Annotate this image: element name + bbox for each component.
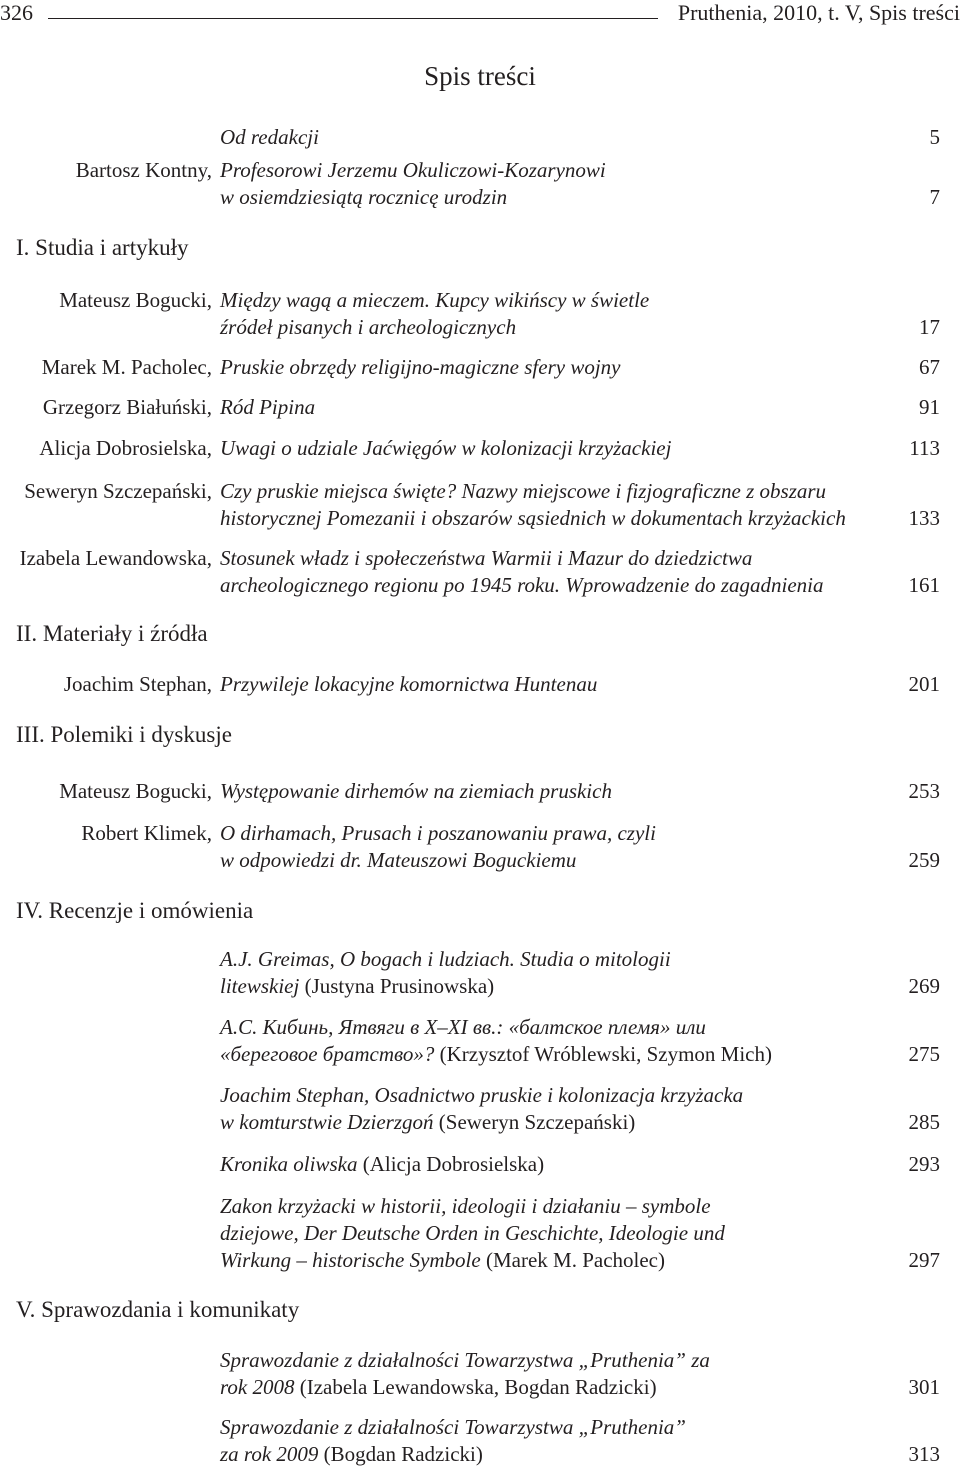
page-number: 326 [0,0,33,25]
entry-title-line: Ród Pipina [220,395,316,419]
page-reference[interactable]: 301 [908,1375,940,1399]
entry-title-italic: Wirkung – historische Symbole [220,1248,481,1272]
entry-title [220,478,885,532]
entry-title [220,1414,885,1468]
page-title: Spis treści [424,61,536,91]
section-heading: II. Materiały i źródła [16,621,208,646]
entry-title-line [220,1414,885,1441]
page-reference[interactable]: 91 [919,395,940,419]
entry-title [220,671,885,698]
entry-title-line [220,1193,885,1220]
entry-title-line [220,1109,885,1136]
entry-title [220,1014,885,1068]
entry-title [220,778,885,805]
entry-title-line: Czy pruskie miejsca święte? Nazwy miejscowe i fizjograficzne z obszaru [220,479,827,503]
page-reference[interactable]: 201 [908,672,940,696]
entry-title-line [220,1247,885,1274]
entry-title-italic: w komturstwie Dzierzgoń [220,1110,434,1134]
section-heading: V. Sprawozdania i komunikaty [16,1297,300,1322]
entry-title [220,1082,885,1136]
entry-title-line: Stosunek władz i społeczeństwa Warmii i Mazur do dziedzictwa [220,546,753,570]
header-rule [48,18,658,19]
entry-title [220,394,885,421]
entry-title-line [220,973,885,1000]
entry-title-italic: Sprawozdanie z działalności Towarzystwa „Pruthenia” [220,1415,686,1439]
entry-title-roman: (Justyna Prusinowska) [299,974,495,998]
entry-author: Robert Klimek, [81,821,212,845]
running-title: Pruthenia, 2010, t. V, Spis treści [677,0,960,25]
entry-author: Seweryn Szczepański, [24,479,212,503]
entry-title-line [220,1220,885,1247]
entry-author: Mateusz Bogucki, [59,779,212,803]
page-reference[interactable]: 113 [909,436,940,460]
entry-title-roman: (Seweryn Szczepański) [433,1110,636,1134]
entry-author: Mateusz Bogucki, [59,288,212,312]
entry-title [220,545,885,599]
section-heading: IV. Recenzje i omówienia [16,898,254,923]
entry-title-line: Profesorowi Jerzemu Okuliczowi-Kozarynowi [220,158,606,182]
entry-title-line: źródeł pisanych i archeologicznych [220,315,517,339]
entry-title-italic: Sprawozdanie z działalności Towarzystwa „Pruthenia” za [220,1348,710,1372]
entry-title [220,124,885,151]
entry-title-line [220,1014,885,1041]
entry-title [220,435,885,462]
entry-title-italic: za rok 2009 [220,1442,319,1466]
page-reference[interactable]: 275 [908,1042,940,1066]
entry-title-line [220,1347,885,1374]
page-reference[interactable]: 5 [929,125,940,149]
entry-title-roman: (Izabela Lewandowska, Bogdan Radzicki) [294,1375,657,1399]
entry-title [220,1193,885,1274]
entry-title-line: Uwagi o udziale Jaćwięgów w kolonizacji krzyżackiej [220,436,672,460]
page-reference[interactable]: 297 [908,1248,940,1272]
entry-title-italic: Kronika oliwska [220,1152,358,1176]
entry-title-line: archeologicznego regionu po 1945 roku. Wprowadzenie do zagadnienia [220,573,824,597]
entry-title-line: historycznej Pomezanii i obszarów sąsiednich w dokumentach krzyżackich [220,506,846,530]
entry-title-line: O dirhamach, Prusach i poszanowaniu prawa, czyli [220,821,656,845]
entry-title-roman: (Alicja Dobrosielska) [357,1152,545,1176]
entry-title-italic: rok 2008 [220,1375,295,1399]
section-heading: III. Polemiki i dyskusje [16,722,232,747]
page-reference[interactable]: 313 [908,1442,940,1466]
entry-title-line: Występowanie dirhemów na ziemiach pruskich [220,779,612,803]
entry-title [220,354,885,381]
entry-title-italic: litewskiej [220,974,300,998]
page-reference[interactable]: 17 [919,315,940,339]
entry-title-italic: А.С. Кибинь, Ятвяги в X–XI вв.: «балтское племя» или [220,1015,706,1039]
entry-author: Bartosz Kontny, [75,158,212,182]
entry-title-roman: (Krzysztof Wróblewski, Szymon Mich) [434,1042,772,1066]
entry-title-italic: Joachim Stephan, Osadnictwo pruskie i kolonizacja krzyżacka [220,1083,744,1107]
entry-title-line [220,946,885,973]
entry-title [220,946,885,1000]
entry-title-italic: A.J. Greimas, O bogach i ludziach. Studia o mitologii [220,947,671,971]
entry-title [220,1347,885,1401]
entry-title [220,157,885,211]
entry-title-italic: dziejowe, Der Deutsche Orden in Geschichte, Ideologie und [220,1221,725,1245]
entry-title-line [220,1374,885,1401]
entry-title-line: Od redakcji [220,125,319,149]
entry-title-line [220,1082,885,1109]
running-header [0,0,960,40]
entry-title-line [220,1151,885,1178]
entry-title-italic: «береговое братство»? [220,1042,435,1066]
entry-title-roman: (Bogdan Radzicki) [318,1442,483,1466]
entry-title-roman: (Marek M. Pacholec) [480,1248,665,1272]
page-reference[interactable]: 285 [908,1110,940,1134]
page-reference[interactable]: 161 [908,573,940,597]
entry-author: Grzegorz Białuński, [42,395,212,419]
entry-author: Joachim Stephan, [63,672,212,696]
entry-title-italic: Zakon krzyżacki w historii, ideologii i działaniu – symbole [220,1194,711,1218]
page-reference[interactable]: 67 [919,355,940,379]
entry-author: Marek M. Pacholec, [41,355,212,379]
section-heading: I. Studia i artykuły [16,235,189,260]
entry-title-line: w odpowiedzi dr. Mateuszowi Boguckiemu [220,848,577,872]
entry-title [220,1151,885,1178]
entry-title-line: Między wagą a mieczem. Kupcy wikińscy w świetle [220,288,650,312]
page-reference[interactable]: 259 [908,848,940,872]
page-reference[interactable]: 293 [908,1152,940,1176]
page-reference[interactable]: 7 [929,185,940,209]
entry-title-line: Pruskie obrzędy religijno-magiczne sfery wojny [220,355,621,379]
entry-title-line [220,1041,885,1068]
entry-title-line: w osiemdziesiątą rocznicę urodzin [220,185,508,209]
page-reference[interactable]: 133 [908,506,940,530]
entry-title-line [220,1441,885,1468]
page-reference[interactable]: 269 [908,974,940,998]
entry-author: Alicja Dobrosielska, [39,436,212,460]
entry-title [220,287,885,341]
entry-title [220,820,885,874]
entry-author: Izabela Lewandowska, [19,546,212,570]
page-reference[interactable]: 253 [908,779,940,803]
entry-title-line: Przywileje lokacyjne komornictwa Huntenau [220,672,598,696]
